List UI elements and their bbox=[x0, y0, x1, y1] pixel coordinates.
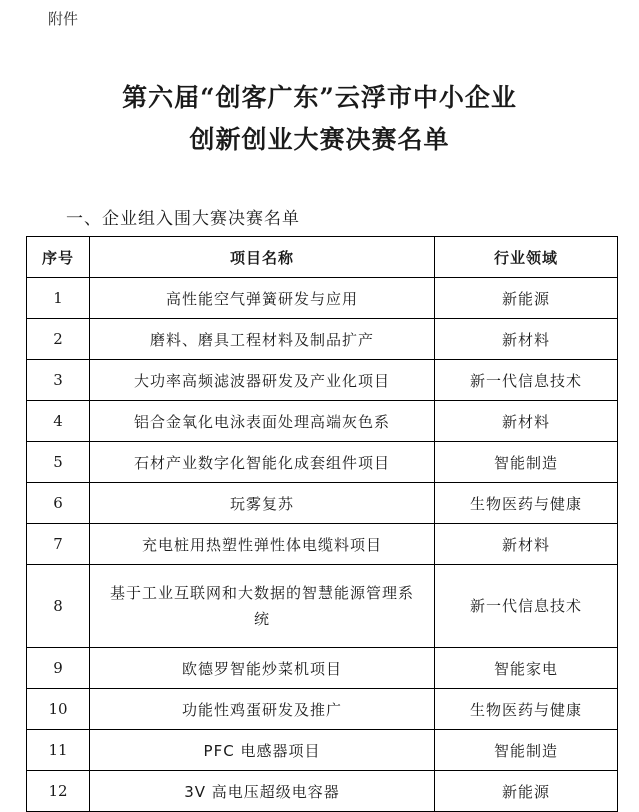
table-row bbox=[27, 689, 618, 730]
row-number: 10 bbox=[27, 689, 90, 730]
table-row bbox=[27, 278, 618, 319]
row-project-name: 大功率高频滤波器研发及产业化项目 bbox=[90, 360, 435, 401]
row-project-name: 石材产业数字化智能化成套组件项目 bbox=[90, 442, 435, 483]
table-row bbox=[27, 442, 618, 483]
row-industry-field: 智能制造 bbox=[435, 442, 618, 483]
row-number: 3 bbox=[27, 360, 90, 401]
row-number: 7 bbox=[27, 524, 90, 565]
row-project-name: 基于工业互联网和大数据的智慧能源管理系统 bbox=[90, 565, 435, 648]
row-industry-field: 智能家电 bbox=[435, 648, 618, 689]
finalists-table bbox=[26, 236, 618, 812]
attachment-label: 附件 bbox=[48, 10, 79, 28]
row-project-name: 高性能空气弹簧研发与应用 bbox=[90, 278, 435, 319]
row-number: 1 bbox=[27, 278, 90, 319]
row-number: 8 bbox=[27, 565, 90, 648]
row-industry-field: 生物医药与健康 bbox=[435, 689, 618, 730]
document-title-line-1: 第六届“创客广东”云浮市中小企业 bbox=[122, 83, 517, 112]
header-serial-number: 序号 bbox=[27, 237, 90, 278]
row-project-name: 铝合金氧化电泳表面处理高端灰色系 bbox=[90, 401, 435, 442]
document-title-line-2: 创新创业大赛决赛名单 bbox=[189, 125, 450, 154]
row-number: 12 bbox=[27, 771, 90, 812]
row-industry-field: 新一代信息技术 bbox=[435, 565, 618, 648]
table-row bbox=[27, 360, 618, 401]
row-number: 4 bbox=[27, 401, 90, 442]
table-row bbox=[27, 483, 618, 524]
header-industry-field: 行业领域 bbox=[435, 237, 618, 278]
row-project-name: PFC 电感器项目 bbox=[90, 730, 435, 771]
table-row bbox=[27, 730, 618, 771]
row-number: 11 bbox=[27, 730, 90, 771]
row-number: 9 bbox=[27, 648, 90, 689]
row-industry-field: 新能源 bbox=[435, 771, 618, 812]
row-industry-field: 新材料 bbox=[435, 524, 618, 565]
header-project-name: 项目名称 bbox=[90, 237, 435, 278]
row-industry-field: 新材料 bbox=[435, 401, 618, 442]
row-project-name: 3V 高电压超级电容器 bbox=[90, 771, 435, 812]
section-heading: 一、企业组入围大赛决赛名单 bbox=[66, 209, 300, 229]
row-project-name: 功能性鸡蛋研发及推广 bbox=[90, 689, 435, 730]
row-number: 2 bbox=[27, 319, 90, 360]
row-project-name: 充电桩用热塑性弹性体电缆料项目 bbox=[90, 524, 435, 565]
table-row bbox=[27, 771, 618, 812]
row-industry-field: 新能源 bbox=[435, 278, 618, 319]
row-industry-field: 新材料 bbox=[435, 319, 618, 360]
table-header-row bbox=[27, 237, 618, 278]
table-row bbox=[27, 401, 618, 442]
table-row bbox=[27, 565, 618, 648]
table-row bbox=[27, 648, 618, 689]
table-row bbox=[27, 319, 618, 360]
row-industry-field: 智能制造 bbox=[435, 730, 618, 771]
row-industry-field: 新一代信息技术 bbox=[435, 360, 618, 401]
row-number: 5 bbox=[27, 442, 90, 483]
row-project-name: 欧德罗智能炒菜机项目 bbox=[90, 648, 435, 689]
row-project-name: 玩雾复苏 bbox=[90, 483, 435, 524]
row-number: 6 bbox=[27, 483, 90, 524]
row-project-name: 磨料、磨具工程材料及制品扩产 bbox=[90, 319, 435, 360]
table-row bbox=[27, 524, 618, 565]
row-industry-field: 生物医药与健康 bbox=[435, 483, 618, 524]
